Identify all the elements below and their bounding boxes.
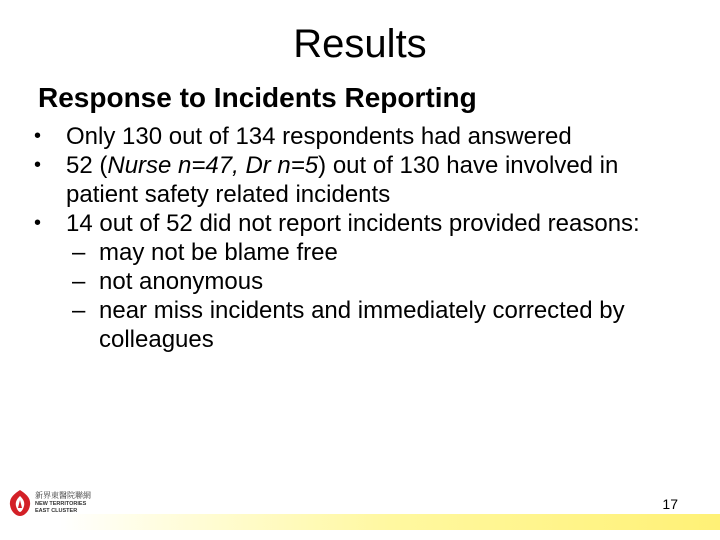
sub-bullet-item [34,238,694,267]
logo-cn-text: 新界東醫院聯網 [35,491,91,500]
bullet-text: 52 ( [66,152,108,179]
sub-bullet-text: near miss incidents and immediately corrected by colleagues [99,297,625,353]
page-number: 17 [662,496,678,512]
logo-en-line: EAST CLUSTER [35,508,78,514]
sub-bullet-text: may not be blame free [99,239,338,266]
bullet-list [34,122,694,354]
bullet-icon: • [34,154,42,176]
footer-bar [60,514,720,530]
bullet-text: ) out of 130 have involved in patient safety related incidents [66,152,619,208]
bullet-item [34,151,694,209]
bullet-text-italic: Nurse n=47, Dr n=5 [107,152,319,179]
bullet-text: 14 out of 52 did not report incidents provided reasons: [66,210,640,237]
dash-icon: – [72,297,86,324]
bullet-item [34,209,694,238]
bullet-icon: • [34,212,42,234]
dash-icon: – [72,268,86,295]
section-heading: Response to Incidents Reporting [38,82,477,113]
dash-icon: – [72,239,86,266]
sub-bullet-item [34,296,694,354]
logo-en-text [35,501,86,515]
logo-en-line: NEW TERRITORIES [35,501,87,507]
cluster-logo [6,488,90,522]
bullet-item [34,122,694,151]
bullet-text: Only 130 out of 134 respondents had answered [66,123,572,150]
slide-title: Results [293,22,427,66]
sub-bullet-item [34,267,694,296]
logo-mark-icon [6,488,34,518]
bullet-icon: • [34,125,42,147]
sub-bullet-text: not anonymous [99,268,264,295]
